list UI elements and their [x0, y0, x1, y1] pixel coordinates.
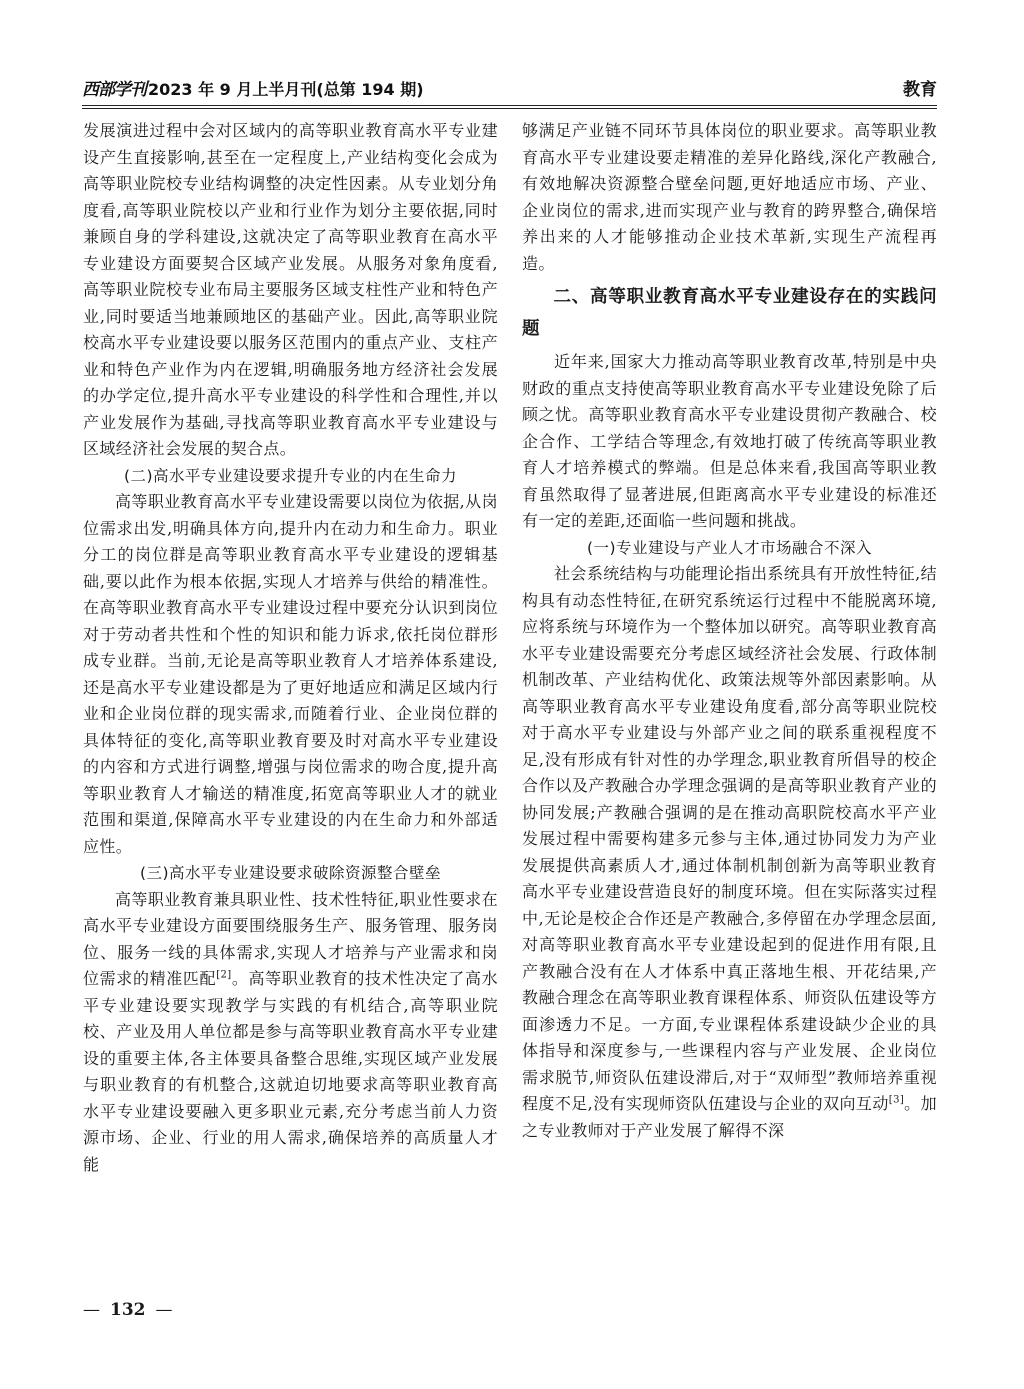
issue-info: 2023 年 9 月上半月刊(总第 194 期): [148, 80, 424, 99]
page-number-footer: [83, 1300, 173, 1320]
section-name: 教育: [903, 80, 937, 100]
paragraph: 近年来,国家大力推动高等职业教育改革,特别是中央财政的重点支持使高等职业教育高水平专业建设免除了后顾之忧。高等职业教育高水平专业建设贯彻产教融合、校企合作、工学结合等理念,有效地打破了传统高等职业教育人才培养模式的弊端。但是总体来看,我国高等职业教育虽然取得了显著进展,但距离高水平专业建设的标准还有一定的差距,还面临一些问题和挑战。: [522, 352, 937, 530]
left-column: [83, 118, 498, 1178]
paragraph-text: 高等职业教育兼具职业性、技术性特征,职业性要求在高水平专业建设方面要围绕服务生产、服务管理、服务岗位、服务一线的具体需求,实现人才培养与产业需求和岗位需求的精准匹配: [83, 889, 498, 988]
paragraph-text: 社会系统结构与功能理论指出系统具有开放性特征,结构具有动态性特征,在研究系统运行过程中不能脱离环境,应将系统与环境作为一个整体加以研究。高等职业教育高水平专业建设需要充分考虑区域经济社会发展、行政体制机制改革、产业结构优化、政策法规等外部因素影响。从高等职业教育高水平专业建设角度看,部分高等职业院校对于高水平专业建设与外部产业之间的联系重视程度不足,没有形成有针对性的办学理念,职业教育所倡导的校企合作以及产教融合办学理念强调的是高等职业教育产业的协同发展;产教融合强调的是在推动高职院校高水平产业发展过程中需要构建多元参与主体,通过协同发力为产业发展提供高素质人才,通过体制机制创新为高等职业教育高水平专业建设营造良好的制度环境。但在实际落实过程中,无论是校企合作还是产教融合,多停留在办学理念层面,对高等职业教育高水平专业建设起到的促进作用有限,且产教融合没有在人才体系中真正落地生根、开花结果,产教融合理念在高等职业教育课程体系、师资队伍建设等方面渗透力不足。一方面,专业课程体系建设缺少企业的具体指导和深度参与,一些课程内容与产业发展、企业岗位需求脱节,师资队伍建设滞后,对于“双师型”教师培养重视程度不足,没有实现师资队伍建设与企业的双向互动: [522, 564, 937, 1113]
citation-ref: [2]: [216, 969, 232, 981]
header-left: [82, 75, 424, 100]
subsection-heading: (三)高水平专业建设要求破除资源整合壁垒: [139, 864, 442, 882]
page-dash-right: —: [155, 1300, 173, 1320]
page-dash-left: —: [83, 1300, 100, 1320]
page-number: 132: [110, 1300, 146, 1320]
right-column: [522, 118, 937, 1144]
citation-ref: [3]: [888, 1094, 905, 1106]
paragraph-text: 。加之专业教师对于产业发展了解得不深: [522, 1094, 937, 1140]
paragraph-text: 。高等职业教育的技术性决定了高水平专业建设要实现教学与实践的有机结合,高等职业院校、产业及用人单位都是参与高等职业教育高水平专业建设的重要主体,各主体要具备整合思维,实现区域产业发展与职业教育的有机整合,这就迫切地要求高等职业教育高水平专业建设要融入更多职业元素,充分考虑当前人力资源市场、企业、行业的用人需求,确保培养的高质量人才能: [83, 969, 499, 1174]
paragraph: [83, 887, 498, 1179]
subsection-heading: (一)专业建设与产业人才市场融合不深入: [586, 538, 873, 557]
journal-logo: 西部学刊: [82, 80, 146, 100]
paragraph: 高等职业教育高水平专业建设需要以岗位为依据,从岗位需求出发,明确具体方向,提升内在动力和生命力。职业分工的岗位群是高等职业教育高水平专业建设的逻辑基础,要以此作为根本依据,实现人才培养与供给的精准性。在高等职业教育高水平专业建设过程中要充分认识到岗位对于劳动者共性和个性的知识和能力诉求,依托岗位群形成专业群。当前,无论是高等职业教育人才培养体系建设,还是高水平专业建设都是为了更好地适应和满足区域内行业和企业岗位群的现实需求,而随着行业、企业岗位群的具体特征的变化,高等职业教育要及时对高水平专业建设的内容和方式进行调整,增强与岗位需求的吻合度,提升高等职业教育人才输送的精准度,拓宽高等职业人才的就业范围和渠道,保障高水平专业建设的内在生命力和外部适应性。: [83, 492, 498, 856]
paragraph: [522, 561, 937, 1144]
paragraph: 够满足产业链不同环节具体岗位的职业要求。高等职业教育高水平专业建设要走精准的差异化路线,深化产教融合,有效地解决资源整合壁垒问题,更好地适应市场、产业、企业岗位的需求,进而实现产业与教育的跨界整合,确保培养出来的人才能够推动企业技术革新,实现生产流程再造。: [522, 121, 937, 273]
paragraph: 发展演进过程中会对区域内的高等职业教育高水平专业建设产生直接影响,甚至在一定程度上,产业结构变化会成为高等职业院校专业结构调整的决定性因素。从专业划分角度看,高等职业院校以产业和行业作为划分主要依据,同时兼顾自身的学科建设,这就决定了高等职业教育在高水平专业建设方面要契合区域产业发展。从服务对象角度看,高等职业院校专业布局主要服务区域支柱性产业和特色产业,同时要适当地兼顾地区的基础产业。因此,高等职业院校高水平专业建设要以服务区范围内的重点产业、支柱产业和特色产业作为内在逻辑,明确服务地方经济社会发展的办学定位,提升高水平专业建设的科学性和合理性,并以产业发展作为基础,寻找高等职业教育高水平专业建设与区域经济社会发展的契合点。: [83, 121, 498, 458]
header-rule: [82, 105, 937, 109]
section-heading: 二、高等职业教育高水平专业建设存在的实践问题: [522, 287, 937, 339]
subsection-heading: (二)高水平专业建设要求提升专业的内在生命力: [123, 466, 458, 485]
running-header: [82, 70, 937, 100]
